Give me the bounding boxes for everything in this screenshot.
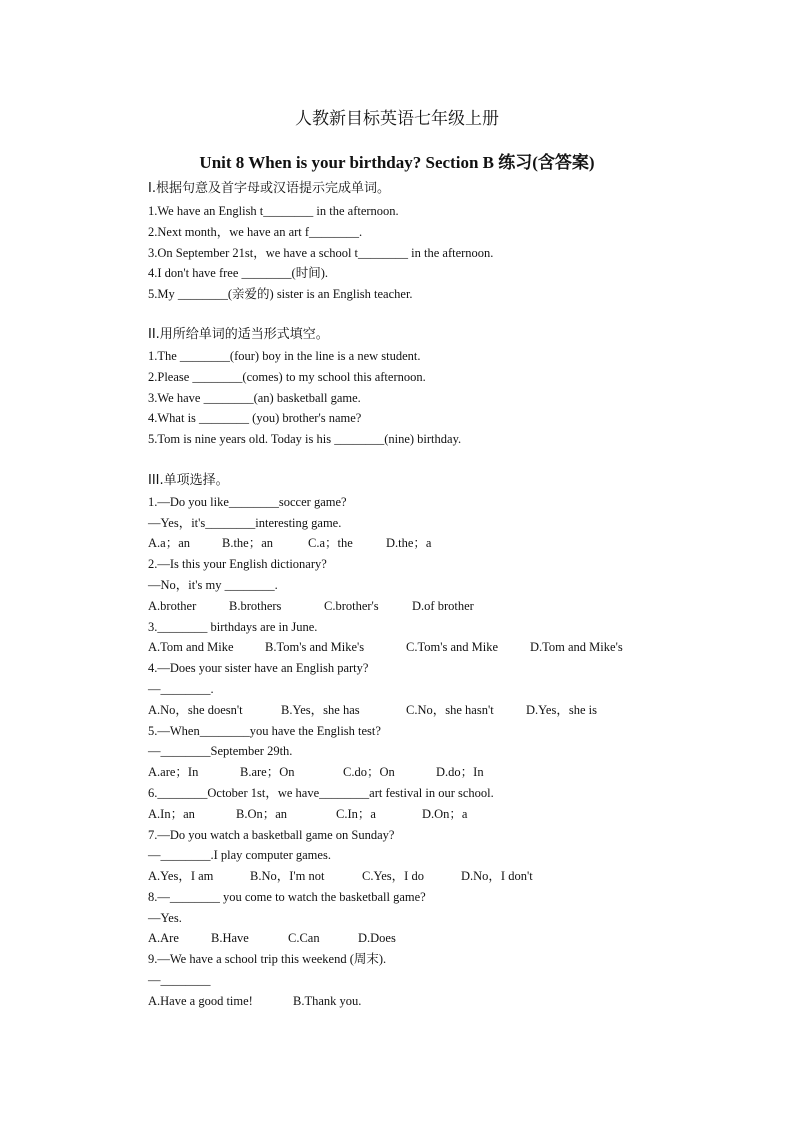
question-6-option-b: B.On；an	[236, 807, 288, 821]
question-5-option-b: B.are；On	[240, 765, 295, 779]
question-8-stem: 8.—________ you come to watch the basketball game?	[148, 890, 426, 904]
question-7-option-a: A.Yes，I am	[148, 869, 214, 883]
question-2-stem: 2.—Is this your English dictionary?	[148, 557, 327, 571]
question-9-option-b: B.Thank you.	[293, 994, 362, 1008]
question-1-reply: —Yes，it's________interesting game.	[148, 516, 342, 530]
section-2-item-2: 2.Please ________(comes) to my school this afternoon.	[148, 370, 426, 384]
question-6-option-d: D.On；a	[422, 807, 468, 821]
question-3-option-d: D.Tom and Mike's	[530, 640, 623, 654]
question-7-option-c: C.Yes，I do	[362, 869, 424, 883]
document-subtitle: Unit 8 When is your birthday? Section B 练习(含答案)	[199, 153, 595, 172]
section-3-heading: III.单项选择。	[148, 473, 229, 488]
question-8-option-b: B.Have	[211, 931, 249, 945]
question-7-option-d: D.No，I don't	[461, 869, 533, 883]
question-1-option-d: D.the；a	[386, 536, 432, 550]
question-6-stem: 6.________October 1st，we have________art festival in our school.	[148, 786, 494, 800]
question-5-option-c: C.do；On	[343, 765, 395, 779]
question-2-option-d: D.of brother	[412, 599, 474, 613]
question-1-stem: 1.—Do you like________soccer game?	[148, 495, 347, 509]
section-2-heading: II.用所给单词的适当形式填空。	[148, 327, 329, 342]
document-title: 人教新目标英语七年级上册	[295, 109, 499, 129]
question-3-option-b: B.Tom's and Mike's	[265, 640, 365, 654]
section-1-item-2: 2.Next month，we have an art f________.	[148, 225, 363, 239]
question-5-reply: —________September 29th.	[148, 744, 293, 758]
question-1-option-b: B.the；an	[222, 536, 274, 550]
question-6-option-c: C.In；a	[336, 807, 376, 821]
question-2-option-c: C.brother's	[324, 599, 379, 613]
question-4-option-d: D.Yes，she is	[526, 703, 597, 717]
question-5-option-d: D.do；In	[436, 765, 484, 779]
question-4-stem: 4.—Does your sister have an English party?	[148, 661, 369, 675]
question-8-reply: —Yes.	[148, 911, 182, 925]
question-5-option-a: A.are；In	[148, 765, 199, 779]
question-9-option-a: A.Have a good time!	[148, 994, 253, 1008]
question-9-reply: —________	[148, 973, 211, 987]
section-1-item-5: 5.My ________(亲爱的) sister is an English teacher.	[148, 287, 413, 301]
question-2-option-b: B.brothers	[229, 599, 282, 613]
question-3-option-c: C.Tom's and Mike	[406, 640, 498, 654]
section-1-item-1: 1.We have an English t________ in the afternoon.	[148, 204, 399, 218]
question-7-option-b: B.No，I'm not	[250, 869, 325, 883]
question-4-option-c: C.No，she hasn't	[406, 703, 494, 717]
question-8-option-c: C.Can	[288, 931, 320, 945]
section-1-item-4: 4.I don't have free ________(时间).	[148, 266, 328, 280]
question-1-option-a: A.a；an	[148, 536, 190, 550]
question-9-stem: 9.—We have a school trip this weekend (周末).	[148, 952, 387, 966]
section-2-item-4: 4.What is ________ (you) brother's name?	[148, 411, 362, 425]
question-5-stem: 5.—When________you have the English test?	[148, 724, 381, 738]
section-2-item-3: 3.We have ________(an) basketball game.	[148, 391, 361, 405]
question-4-option-a: A.No，she doesn't	[148, 703, 243, 717]
section-2-item-1: 1.The ________(four) boy in the line is a new student.	[148, 349, 421, 363]
question-2-reply: —No，it's my ________.	[148, 578, 278, 592]
question-8-option-d: D.Does	[358, 931, 396, 945]
question-4-reply: —________.	[148, 682, 214, 696]
section-1-item-3: 3.On September 21st，we have a school t________ in the afternoon.	[148, 246, 494, 260]
question-8-option-a: A.Are	[148, 931, 179, 945]
question-7-reply: —________.I play computer games.	[148, 848, 331, 862]
question-3-stem: 3.________ birthdays are in June.	[148, 620, 318, 634]
question-1-option-c: C.a；the	[308, 536, 353, 550]
question-3-option-a: A.Tom and Mike	[148, 640, 234, 654]
section-2-item-5: 5.Tom is nine years old. Today is his ________(nine) birthday.	[148, 432, 462, 446]
section-1-heading: I.根据句意及首字母或汉语提示完成单词。	[148, 181, 390, 196]
question-2-option-a: A.brother	[148, 599, 197, 613]
question-6-option-a: A.In；an	[148, 807, 195, 821]
question-7-stem: 7.—Do you watch a basketball game on Sunday?	[148, 828, 395, 842]
question-4-option-b: B.Yes，she has	[281, 703, 360, 717]
